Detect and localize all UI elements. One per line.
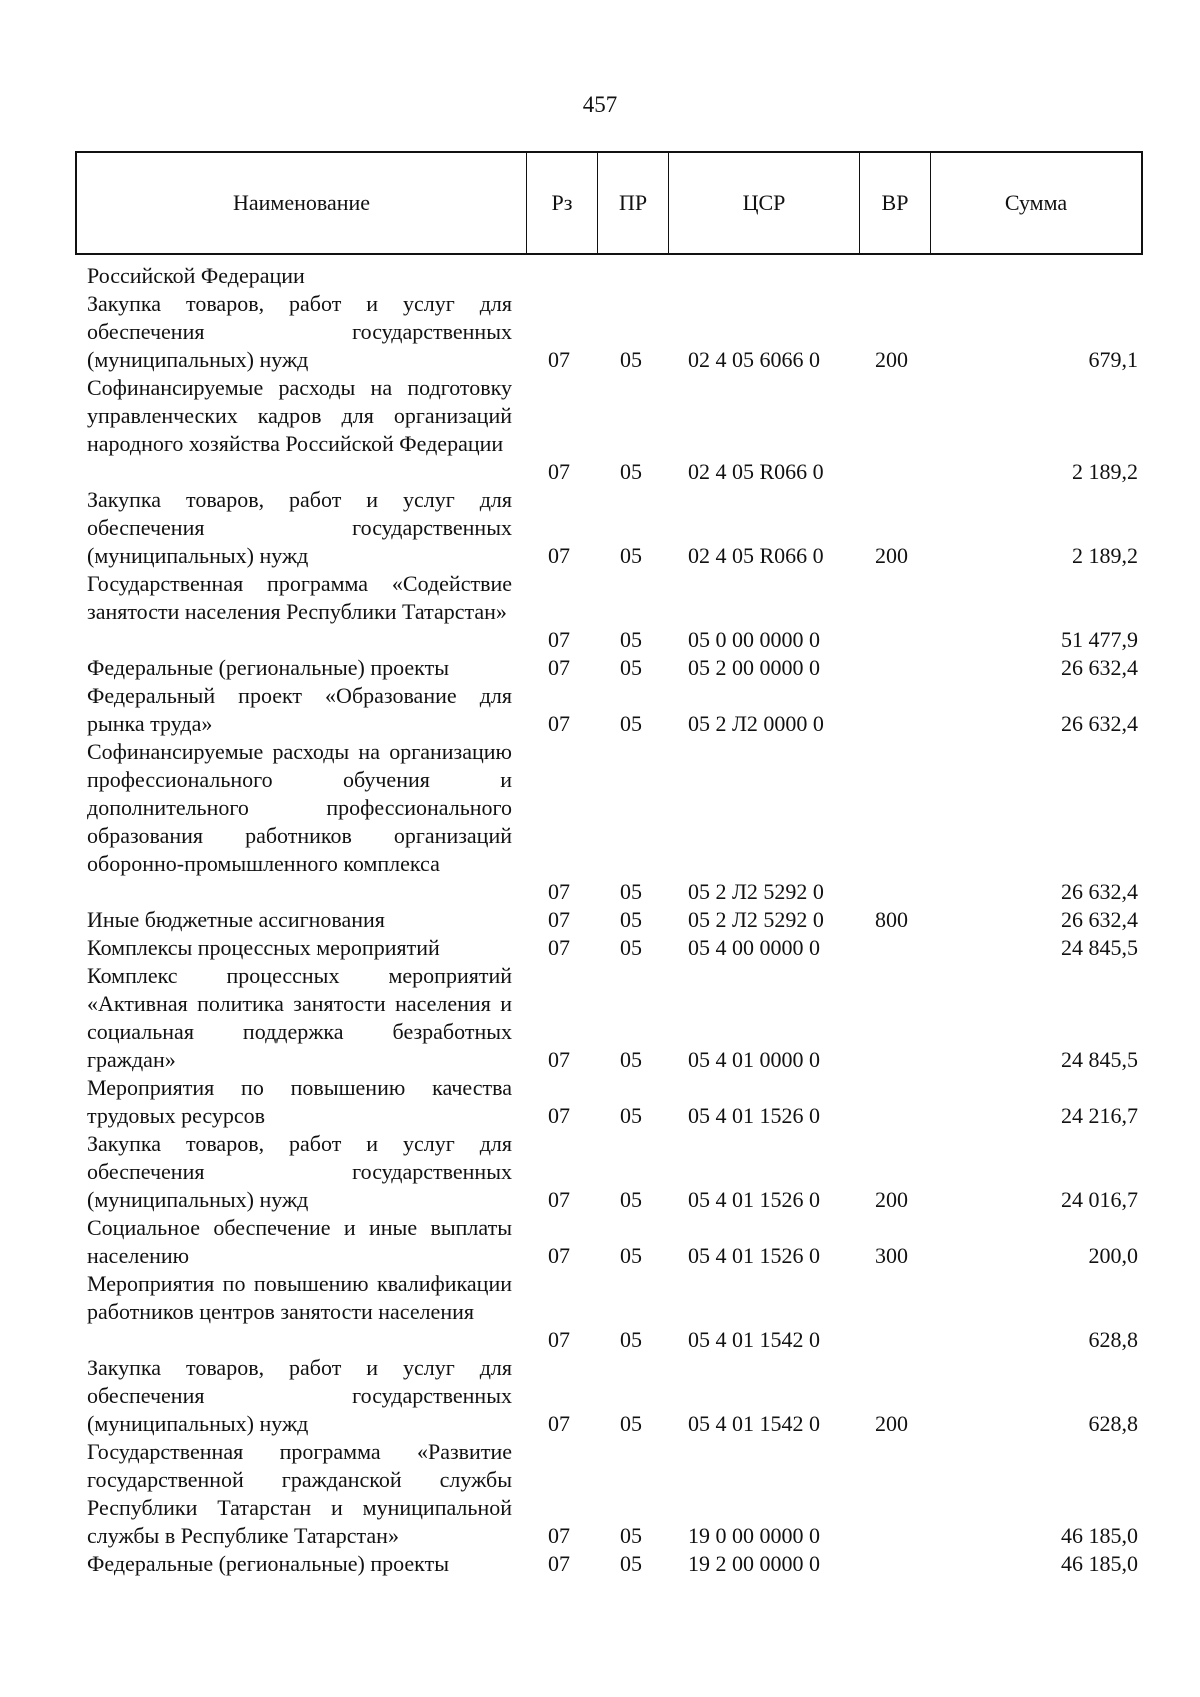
row-pr: 05 bbox=[620, 627, 642, 652]
row-pr: 05 bbox=[620, 459, 642, 484]
row-csr: 19 0 00 0000 0 bbox=[688, 1523, 820, 1548]
row-csr: 05 2 Л2 5292 0 bbox=[688, 879, 824, 904]
table-row bbox=[0, 682, 1200, 738]
row-sum: 628,8 bbox=[1088, 1411, 1138, 1436]
row-rz: 07 bbox=[548, 1187, 570, 1212]
row-sum: 24 845,5 bbox=[1061, 1047, 1138, 1072]
row-sum: 26 632,4 bbox=[1061, 655, 1138, 680]
table-row bbox=[0, 1074, 1200, 1130]
row-sum: 26 632,4 bbox=[1061, 879, 1138, 904]
row-pr: 05 bbox=[620, 347, 642, 372]
header-pr: ПР bbox=[618, 190, 648, 215]
row-rz: 07 bbox=[548, 1103, 570, 1128]
row-name: Федеральные (региональные) проекты bbox=[87, 655, 449, 680]
row-pr: 05 bbox=[620, 1103, 642, 1128]
row-pr: 05 bbox=[620, 879, 642, 904]
row-sum: 679,1 bbox=[1088, 347, 1138, 372]
row-csr: 05 4 01 1542 0 bbox=[688, 1411, 820, 1436]
row-pr: 05 bbox=[620, 1243, 642, 1268]
row-pr: 05 bbox=[620, 711, 642, 736]
row-name: Российской Федерации bbox=[87, 263, 305, 288]
header-rz: Рз bbox=[551, 190, 573, 215]
row-csr: 05 4 01 1526 0 bbox=[688, 1103, 820, 1128]
row-csr: 02 4 05 R066 0 bbox=[688, 459, 824, 484]
row-rz: 07 bbox=[548, 1243, 570, 1268]
row-csr: 05 4 01 0000 0 bbox=[688, 1047, 820, 1072]
row-rz: 07 bbox=[548, 543, 570, 568]
table-row bbox=[0, 570, 1200, 654]
table-row bbox=[0, 262, 1200, 290]
row-name: Софинансируемые расходы на организацию профессионального обучения и дополнительного профессионального образования работников организаций оборонно-промышленного комплекса bbox=[87, 739, 512, 876]
row-name: Закупка товаров, работ и услуг для обеспечения государственных (муниципальных) нужд bbox=[87, 1355, 512, 1436]
row-rz: 07 bbox=[548, 1551, 570, 1576]
row-name: Мероприятия по повышению квалификации работников центров занятости населения bbox=[87, 1271, 512, 1324]
row-vr: 300 bbox=[875, 1243, 908, 1268]
table-row bbox=[0, 654, 1200, 682]
row-sum: 2 189,2 bbox=[1072, 459, 1138, 484]
row-vr: 200 bbox=[875, 1187, 908, 1212]
header-sum: Сумма bbox=[1004, 190, 1068, 215]
row-name: Комплекс процессных мероприятий «Активная политика занятости населения и социальная поддержка безработных граждан» bbox=[87, 963, 512, 1072]
row-name: Закупка товаров, работ и услуг для обеспечения государственных (муниципальных) нужд bbox=[87, 291, 512, 372]
row-sum: 26 632,4 bbox=[1061, 907, 1138, 932]
row-name: Комплексы процессных мероприятий bbox=[87, 935, 440, 960]
row-csr: 02 4 05 R066 0 bbox=[688, 543, 824, 568]
row-pr: 05 bbox=[620, 1187, 642, 1212]
row-csr: 02 4 05 6066 0 bbox=[688, 347, 820, 372]
header-csr: ЦСР bbox=[742, 190, 786, 215]
row-csr: 05 4 01 1526 0 bbox=[688, 1243, 820, 1268]
row-pr: 05 bbox=[620, 1411, 642, 1436]
table-row bbox=[0, 1130, 1200, 1214]
row-pr: 05 bbox=[620, 543, 642, 568]
row-rz: 07 bbox=[548, 1047, 570, 1072]
table-row bbox=[0, 290, 1200, 374]
row-name: Государственная программа «Развитие государственной гражданской службы Республики Татарстан и муниципальной службы в Республике Татарстан» bbox=[87, 1439, 512, 1548]
row-rz: 07 bbox=[548, 1411, 570, 1436]
table-row bbox=[0, 374, 1200, 486]
row-pr: 05 bbox=[620, 907, 642, 932]
row-rz: 07 bbox=[548, 1523, 570, 1548]
row-csr: 05 4 01 1542 0 bbox=[688, 1327, 820, 1352]
row-name: Софинансируемые расходы на подготовку управленческих кадров для организаций народного хозяйства Российской Федерации bbox=[87, 375, 512, 456]
row-name: Социальное обеспечение и иные выплаты населению bbox=[87, 1215, 512, 1268]
row-sum: 200,0 bbox=[1088, 1243, 1138, 1268]
row-csr: 05 4 00 0000 0 bbox=[688, 935, 820, 960]
row-csr: 19 2 00 0000 0 bbox=[688, 1551, 820, 1576]
row-sum: 24 016,7 bbox=[1061, 1187, 1138, 1212]
table-row bbox=[0, 1550, 1200, 1578]
table-row bbox=[0, 1270, 1200, 1354]
table-header bbox=[75, 151, 1143, 255]
row-pr: 05 bbox=[620, 1551, 642, 1576]
row-name: Закупка товаров, работ и услуг для обеспечения государственных (муниципальных) нужд bbox=[87, 1131, 512, 1212]
row-sum: 24 216,7 bbox=[1061, 1103, 1138, 1128]
row-rz: 07 bbox=[548, 655, 570, 680]
row-csr: 05 0 00 0000 0 bbox=[688, 627, 820, 652]
row-rz: 07 bbox=[548, 935, 570, 960]
row-name: Федеральный проект «Образование для рынка труда» bbox=[87, 683, 512, 736]
row-vr: 200 bbox=[875, 543, 908, 568]
table-row bbox=[0, 906, 1200, 934]
row-sum: 51 477,9 bbox=[1061, 627, 1138, 652]
table-row bbox=[0, 486, 1200, 570]
table-row bbox=[0, 1438, 1200, 1550]
row-rz: 07 bbox=[548, 879, 570, 904]
table-row bbox=[0, 738, 1200, 906]
row-rz: 07 bbox=[548, 1327, 570, 1352]
row-vr: 200 bbox=[875, 347, 908, 372]
row-sum: 46 185,0 bbox=[1061, 1523, 1138, 1548]
row-rz: 07 bbox=[548, 711, 570, 736]
row-vr: 200 bbox=[875, 1411, 908, 1436]
row-rz: 07 bbox=[548, 459, 570, 484]
table-row bbox=[0, 934, 1200, 962]
row-pr: 05 bbox=[620, 1327, 642, 1352]
row-csr: 05 4 01 1526 0 bbox=[688, 1187, 820, 1212]
row-name: Закупка товаров, работ и услуг для обеспечения государственных (муниципальных) нужд bbox=[87, 487, 512, 568]
row-name: Иные бюджетные ассигнования bbox=[87, 907, 385, 932]
row-sum: 26 632,4 bbox=[1061, 711, 1138, 736]
row-pr: 05 bbox=[620, 935, 642, 960]
header-name: Наименование bbox=[232, 190, 371, 215]
row-csr: 05 2 Л2 0000 0 bbox=[688, 711, 824, 736]
row-pr: 05 bbox=[620, 655, 642, 680]
row-sum: 46 185,0 bbox=[1061, 1551, 1138, 1576]
row-name: Государственная программа «Содействие занятости населения Республики Татарстан» bbox=[87, 571, 512, 624]
row-name: Федеральные (региональные) проекты bbox=[87, 1551, 449, 1576]
row-rz: 07 bbox=[548, 627, 570, 652]
row-rz: 07 bbox=[548, 907, 570, 932]
page-number: 457 bbox=[582, 92, 618, 117]
row-csr: 05 2 Л2 5292 0 bbox=[688, 907, 824, 932]
row-pr: 05 bbox=[620, 1523, 642, 1548]
row-csr: 05 2 00 0000 0 bbox=[688, 655, 820, 680]
row-rz: 07 bbox=[548, 347, 570, 372]
row-vr: 800 bbox=[875, 907, 908, 932]
row-sum: 628,8 bbox=[1088, 1327, 1138, 1352]
row-sum: 2 189,2 bbox=[1072, 543, 1138, 568]
header-vr: ВР bbox=[881, 190, 909, 215]
table-row bbox=[0, 1354, 1200, 1438]
row-name: Мероприятия по повышению качества трудовых ресурсов bbox=[87, 1075, 512, 1128]
table-row bbox=[0, 962, 1200, 1074]
row-pr: 05 bbox=[620, 1047, 642, 1072]
table-row bbox=[0, 1214, 1200, 1270]
row-sum: 24 845,5 bbox=[1061, 935, 1138, 960]
